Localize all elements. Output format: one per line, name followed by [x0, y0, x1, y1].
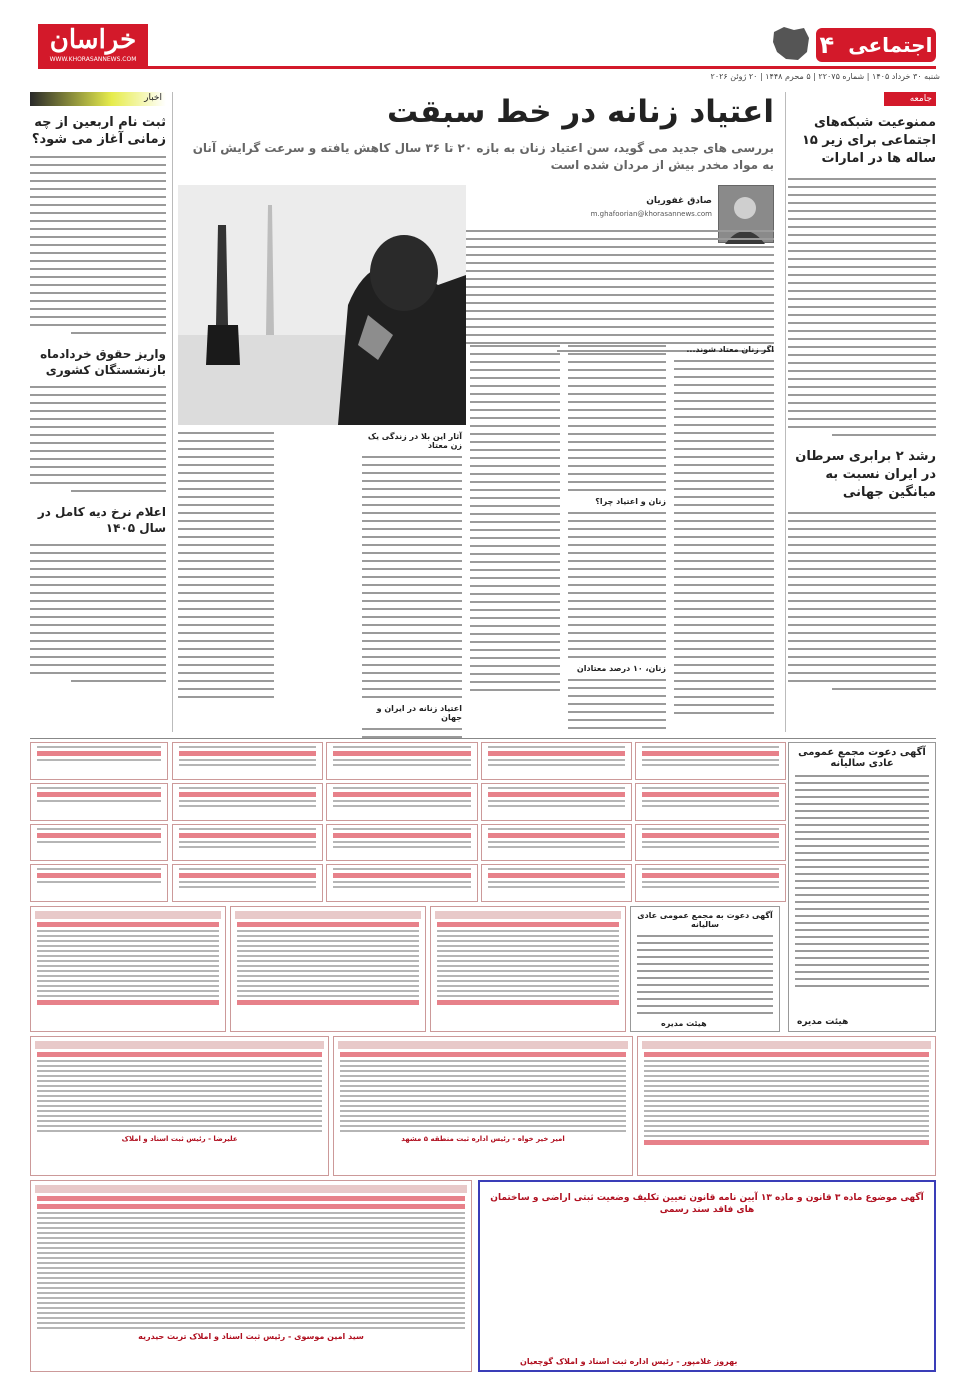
small-ad: [326, 824, 477, 862]
logo: [38, 24, 148, 66]
notice-assembly-1: [788, 742, 936, 1032]
subheading-4: آثار این بلا در زندگی یک زن معتاد: [367, 432, 462, 450]
ads-top-rule: [30, 738, 936, 739]
left-story1-body: [30, 156, 166, 334]
small-ad: [172, 783, 323, 821]
registration-notice: [230, 906, 426, 1032]
notice-signature: امیر خیر خواه - رئیس اداره ثبت منطقه ۵ مشهد: [401, 1135, 565, 1143]
logo-text: خراسان: [49, 25, 137, 55]
small-ads-left: [30, 742, 168, 902]
small-ad: [172, 824, 323, 862]
small-ad: [481, 864, 632, 902]
right-story1-title: ممنوعیت شبکه‌های اجتماعی برای زیر ۱۵ ساله ها در امارات: [801, 115, 936, 166]
main-subhead: بررسی های جدید می گوید، سن اعتیاد زنان به بازه ۲۰ تا ۳۶ سال کاهش یافته و سرعت گرایش آنان به مواد مخدر بیش از مردان شده است: [192, 141, 774, 172]
big-notice: [478, 1180, 936, 1372]
left-story3-body: [30, 544, 166, 682]
article-col4: [362, 432, 462, 738]
small-ad: [635, 742, 786, 780]
issue-line: شنبه ۳۰ خرداد ۱۴۰۵ | شماره ۲۲۰۷۵ | ۵ محرم ۱۴۴۸ | ۲۰ ژوئن ۲۰۲۶: [710, 72, 940, 81]
notice1-title: آگهی دعوت مجمع عمومی عادی سالیانه: [798, 747, 926, 769]
logo-url: WWW.KHORASANNEWS.COM: [49, 56, 137, 63]
small-ad: [635, 864, 786, 902]
registration-notice: [333, 1036, 632, 1176]
small-ad: [481, 824, 632, 862]
article-photo: [178, 185, 466, 425]
small-ad: [326, 742, 477, 780]
masthead: [0, 0, 966, 88]
article-col3: [470, 345, 560, 691]
right-column-divider: [785, 92, 786, 732]
left-story3-title: اعلام نرخ دیه کامل در سال ۱۴۰۵: [37, 505, 166, 535]
registration-notice-bottom-left: [30, 1180, 472, 1372]
article-col1: [674, 345, 774, 714]
small-ads-grid: [172, 742, 786, 902]
notice-signature: علیرضا - رئیس ثبت اسناد و املاک: [121, 1135, 238, 1143]
header-rule: [38, 66, 936, 69]
right-column: [788, 92, 936, 732]
small-ad: [30, 824, 168, 862]
intro-text: [464, 230, 774, 352]
small-ad: [635, 824, 786, 862]
right-column-label: جامعه: [884, 92, 936, 106]
main-headline: اعتیاد زنانه در خط سبقت: [387, 94, 774, 130]
notice2-sign: هیئت مدیره: [661, 1019, 707, 1028]
registration-notice: [30, 906, 226, 1032]
page-number: ۴: [819, 31, 835, 59]
left-story2-title: واریز حقوق خردادماه بازنشستگان کشوری: [40, 347, 166, 377]
small-ad: [635, 783, 786, 821]
left-column-label-bar: [30, 92, 166, 106]
author-name: صادق غفوریان: [646, 196, 712, 206]
right-story2-body: [788, 512, 936, 690]
right-story1-body: [788, 178, 936, 436]
iran-map-icon: [770, 24, 812, 64]
right-story2-title: رشد ۲ برابری سرطان در ایران نسبت به میانگین جهانی: [795, 449, 936, 500]
small-ad: [30, 783, 168, 821]
notice2-title: آگهی دعوت به مجمع عمومی عادی سالیانه: [637, 911, 773, 929]
registration-notice: [30, 1036, 329, 1176]
subheading-3: زنان، ۱۰ درصد معتادان: [576, 664, 666, 673]
registration-notices-row2: [30, 1036, 936, 1176]
registration-notice: [637, 1036, 936, 1176]
left-column-divider: [172, 92, 173, 732]
small-ad: [172, 742, 323, 780]
left-column: [30, 92, 166, 732]
subheading-1: اگر زنان معتاد شوند...: [686, 345, 774, 354]
article-col2: [568, 345, 666, 729]
left-story1-title: ثبت نام اربعین از چه زمانی آغاز می شود؟: [31, 115, 166, 147]
small-ad: [481, 742, 632, 780]
section-title: اجتماعی: [848, 33, 933, 57]
small-ad: [30, 742, 168, 780]
small-ad: [481, 783, 632, 821]
small-ad: [30, 864, 168, 902]
subheading-2: زنان و اعتیاد چرا؟: [595, 497, 666, 506]
author-email: m.ghafoorian@khorasannews.com: [590, 210, 712, 218]
article-col5: [178, 432, 274, 698]
notice1-sign: هیئت مدیره: [797, 1017, 849, 1027]
section-tab: [816, 28, 936, 62]
big-notice-signature: بهروز غلامپور - رئیس اداره ثبت اسناد و املاک گوچعیان: [520, 1357, 738, 1366]
left-column-label: اخبار: [144, 93, 162, 103]
small-ad: [326, 783, 477, 821]
small-ad: [172, 864, 323, 902]
left-story2-body: [30, 386, 166, 492]
small-ad: [326, 864, 477, 902]
registration-notice: [430, 906, 626, 1032]
registration-notices-row1: [30, 906, 626, 1032]
notice-signature: سید امین موسوی - رئیس ثبت اسناد و املاک تربت حیدریه: [138, 1332, 364, 1341]
big-notice-title: آگهی موضوع ماده ۳ قانون و ماده ۱۳ آیین نامه قانون تعیین تکلیف وضعیت ثبتی اراضی و ساختمان های فاقد سند رسمی: [490, 1193, 924, 1215]
subheading-5: اعتیاد زنانه در ایران و جهان: [376, 704, 462, 722]
notice-assembly-2: [630, 906, 780, 1032]
